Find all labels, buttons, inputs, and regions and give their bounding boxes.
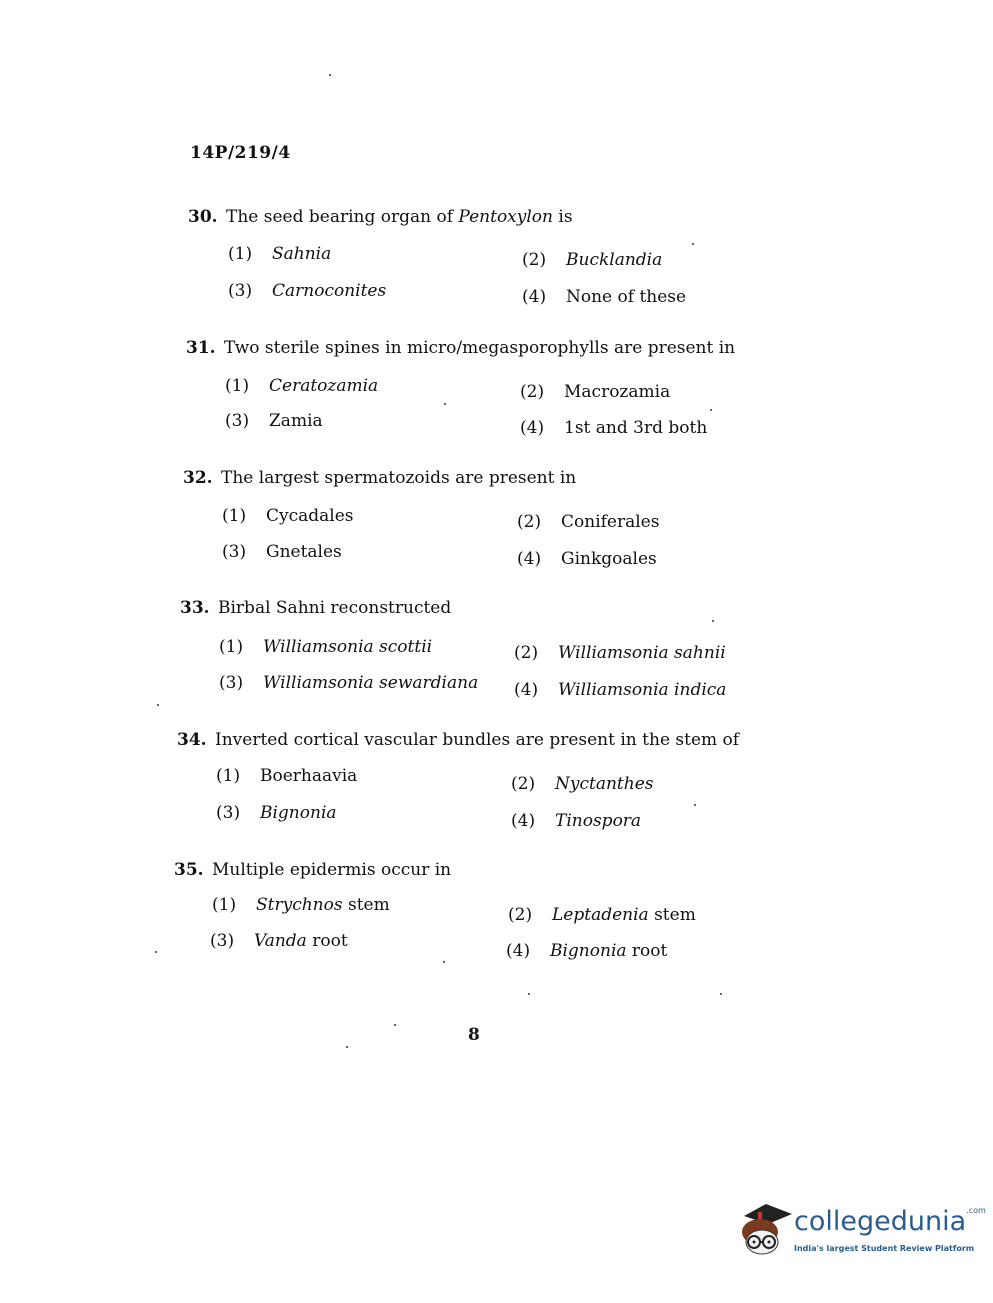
question-text: 35. Multiple epidermis occur in	[174, 860, 452, 880]
paper-code: 14P/219/4	[190, 143, 291, 163]
option-1: (1) Sahnia	[228, 244, 332, 264]
question-text: 30. The seed bearing organ of Pentoxylon is	[188, 207, 573, 227]
option-3: (3) Zamia	[225, 411, 323, 431]
question-33	[180, 598, 740, 618]
scan-speck	[710, 409, 712, 411]
question-text: 32. The largest spermatozoids are present in	[183, 468, 577, 488]
page-number: 8	[468, 1025, 480, 1045]
question-31	[186, 338, 746, 358]
question-number: 30.	[188, 207, 218, 227]
logo-wordmark: collegedunia$^{.com}$	[794, 1206, 986, 1237]
option-1: (1) Strychnos stem	[212, 895, 390, 915]
option-2: (2) Nyctanthes	[511, 774, 654, 794]
option-4: (4) Bignonia root	[506, 941, 668, 961]
question-text: 33. Birbal Sahni reconstructed	[180, 598, 452, 618]
option-2: (2) Macrozamia	[520, 382, 671, 402]
question-number: 32.	[183, 468, 213, 488]
scan-speck	[720, 993, 722, 995]
scan-speck	[346, 1046, 348, 1048]
option-1: (1) Cycadales	[222, 506, 354, 526]
scan-speck	[155, 951, 157, 953]
option-3: (3) Carnoconites	[228, 281, 387, 301]
scan-speck	[394, 1024, 396, 1026]
option-3: (3) Gnetales	[222, 542, 342, 562]
option-1: (1) Williamsonia scottii	[219, 637, 433, 657]
option-3: (3) Vanda root	[210, 931, 348, 951]
scan-speck	[329, 74, 331, 76]
option-2: (2) Coniferales	[517, 512, 660, 532]
option-2: (2) Williamsonia sahnii	[514, 643, 726, 663]
option-4: (4) Ginkgoales	[517, 549, 657, 569]
option-2: (2) Bucklandia	[522, 250, 663, 270]
scan-speck	[443, 961, 445, 963]
option-2: (2) Leptadenia stem	[508, 905, 696, 925]
scan-speck	[694, 804, 696, 806]
question-35	[174, 860, 734, 880]
collegedunia-logo	[736, 1198, 986, 1268]
option-4: (4) Williamsonia indica	[514, 680, 727, 700]
option-4: (4) None of these	[522, 287, 687, 307]
option-3: (3) Bignonia	[216, 803, 337, 823]
option-4: (4) Tinospora	[511, 811, 642, 831]
question-number: 35.	[174, 860, 204, 880]
scan-speck	[712, 620, 714, 622]
question-32	[183, 468, 743, 488]
scan-speck	[157, 704, 159, 706]
question-30	[188, 207, 748, 227]
scan-speck	[528, 993, 530, 995]
question-34	[177, 730, 740, 750]
question-text: 34. Inverted cortical vascular bundles are present in the stem of	[177, 730, 740, 750]
scan-speck	[444, 403, 446, 405]
option-1: (1) Boerhaavia	[216, 766, 358, 786]
question-number: 31.	[186, 338, 216, 358]
question-text: 31. Two sterile spines in micro/megasporophylls are present in	[186, 338, 736, 358]
option-1: (1) Ceratozamia	[225, 376, 379, 396]
logo-tagline: India's largest Student Review Platform	[794, 1244, 975, 1253]
scan-speck	[692, 243, 694, 245]
option-3: (3) Williamsonia sewardiana	[219, 673, 479, 693]
question-number: 34.	[177, 730, 207, 750]
mascot-icon	[736, 1198, 794, 1268]
option-4: (4) 1st and 3rd both	[520, 418, 708, 438]
question-number: 33.	[180, 598, 210, 618]
